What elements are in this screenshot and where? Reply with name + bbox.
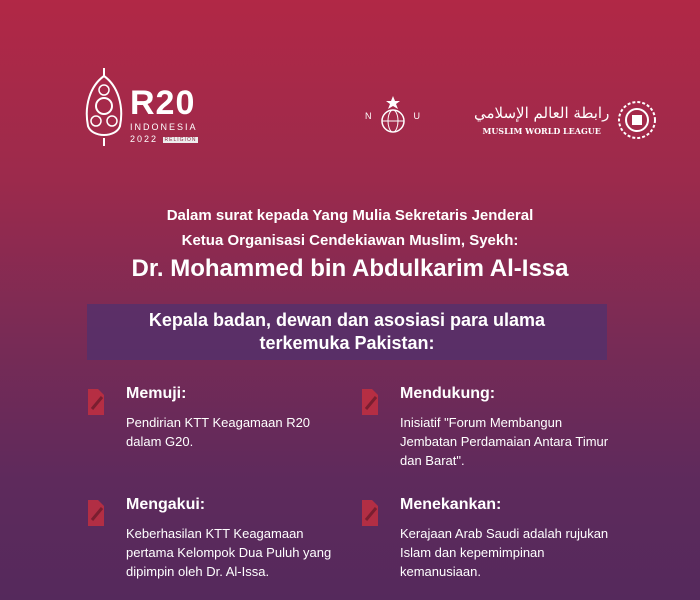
- r20-logo: [82, 66, 198, 146]
- r20-tag: RELIGION: [164, 137, 197, 143]
- item-title: Memuji:: [126, 385, 187, 402]
- item-text: Kerajaan Arab Saudi adalah rujukan Islam dan kepemimpinan kemanusiaan.: [400, 526, 609, 579]
- item-title: Mendukung:: [400, 385, 496, 402]
- mwl-arabic: رابطة العالم الإسلامي: [474, 104, 610, 122]
- item-text: Keberhasilan KTT Keagamaan pertama Kelompok Dua Puluh yang dipimpin oleh Dr. Al-Issa.: [126, 526, 332, 579]
- item-text: Inisiatif "Forum Membangun Jembatan Perdamaian Antara Timur dan Barat".: [400, 415, 609, 468]
- headline-banner: [87, 304, 607, 360]
- pen-paper-icon: [358, 498, 382, 528]
- item-title: Menekankan:: [400, 496, 502, 513]
- item-mengakui: [126, 496, 356, 581]
- pen-paper-icon: [84, 498, 108, 528]
- item-title: Mengakui:: [126, 496, 206, 513]
- mwl-emblem-icon: [617, 100, 657, 140]
- item-menekankan: [400, 496, 630, 581]
- pen-paper-icon: [84, 387, 108, 417]
- nu-letter-n: N: [365, 111, 372, 121]
- mwl-english: MUSLIM WORLD LEAGUE: [482, 126, 601, 136]
- r20-ornament-icon: [82, 66, 126, 146]
- item-text: Pendirian KTT Keagamaan R20 dalam G20.: [126, 415, 311, 449]
- item-memuji: [126, 385, 356, 451]
- r20-year: 2022: [130, 134, 159, 145]
- mwl-logo: [474, 104, 609, 136]
- nu-logo: [365, 96, 420, 136]
- intro-line-1: Dalam surat kepada Yang Mulia Sekretaris Jenderal: [166, 207, 534, 224]
- globe-icon: [376, 96, 410, 136]
- mwl-logo-row: [474, 100, 657, 140]
- pen-paper-icon: [358, 387, 382, 417]
- recipient-name: Dr. Mohammed bin Abdulkarim Al-Issa: [131, 255, 569, 282]
- r20-title: R20: [130, 84, 196, 123]
- banner-line-2: terkemuka Pakistan:: [259, 333, 435, 353]
- banner-line-1: Kepala badan, dewan dan asosiasi para ulama: [148, 310, 546, 330]
- intro-line-2: Ketua Organisasi Cendekiawan Muslim, Syekh:: [181, 232, 519, 249]
- nu-letter-u: U: [413, 111, 420, 121]
- intro-text: [0, 203, 700, 253]
- r20-country: INDONESIA: [130, 122, 198, 133]
- item-mendukung: [400, 385, 630, 470]
